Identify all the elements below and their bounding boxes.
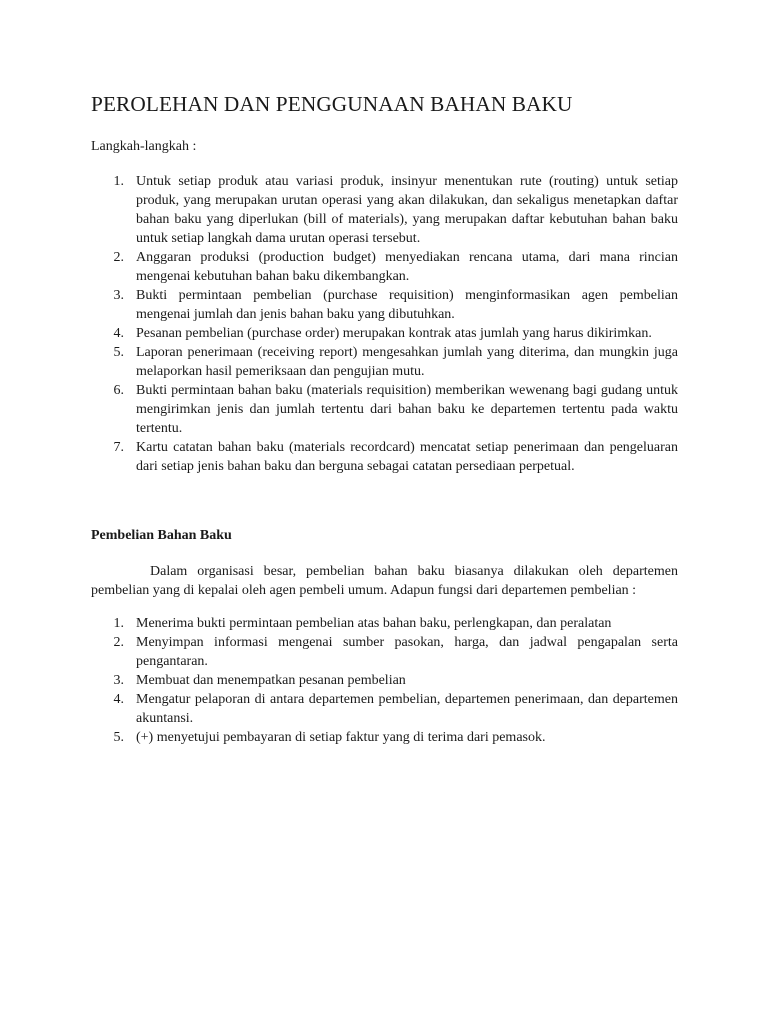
list-text: (+) menyetujui pembayaran di setiap faktur yang di terima dari pemasok. bbox=[136, 730, 546, 746]
list-item bbox=[91, 728, 678, 747]
list-number: 1. bbox=[113, 616, 124, 632]
list-text: Kartu catatan bahan baku (materials recordcard) mencatat setiap penerimaan dan pengeluaran dari setiap jenis bahan baku dan berguna sebagai catatan persediaan perpetual. bbox=[136, 440, 678, 475]
list-text: Bukti permintaan pembelian (purchase requisition) menginformasikan agen pembelian mengenai jumlah dan jenis bahan baku yang dibutuhkan. bbox=[136, 288, 678, 323]
list-item bbox=[91, 614, 678, 633]
list-number: 5. bbox=[113, 345, 124, 361]
list-text: Mengatur pelaporan di antara departemen pembelian, departemen penerimaan, dan departemen akuntansi. bbox=[136, 692, 678, 727]
list-number: 7. bbox=[113, 440, 124, 456]
list-item bbox=[91, 286, 678, 324]
list-number: 1. bbox=[113, 174, 124, 190]
list-text: Laporan penerimaan (receiving report) mengesahkan jumlah yang diterima, dan mungkin juga melaporkan hasil pemeriksaan dan pengujian mutu. bbox=[136, 345, 678, 380]
list-text: Menyimpan informasi mengenai sumber pasokan, harga, dan jadwal pengapalan serta pengantaran. bbox=[136, 635, 678, 670]
list-item bbox=[91, 633, 678, 671]
steps-list bbox=[91, 172, 678, 476]
list-item bbox=[91, 324, 678, 343]
list-text: Pesanan pembelian (purchase order) merupakan kontrak atas jumlah yang harus dikirimkan. bbox=[136, 326, 652, 342]
list-number: 2. bbox=[113, 635, 124, 651]
steps-intro: Langkah-langkah : bbox=[91, 139, 197, 155]
list-number: 6. bbox=[113, 383, 124, 399]
section-heading: Pembelian Bahan Baku bbox=[91, 528, 232, 544]
functions-list bbox=[91, 614, 678, 747]
list-item bbox=[91, 343, 678, 381]
list-text: Menerima bukti permintaan pembelian atas bahan baku, perlengkapan, dan peralatan bbox=[136, 616, 612, 632]
list-text: Untuk setiap produk atau variasi produk, insinyur menentukan rute (routing) untuk setiap produk, yang merupakan urutan operasi yang akan dilakukan, dan sekaligus menetapkan daftar bahan baku yang diperlukan (bill of materials), yang merupakan daftar kebutuhan bahan baku untuk setiap langkah dama urutan operasi tersebut. bbox=[136, 174, 678, 247]
list-item bbox=[91, 381, 678, 438]
list-number: 3. bbox=[113, 288, 124, 304]
list-text: Membuat dan menempatkan pesanan pembelian bbox=[136, 673, 406, 689]
list-item bbox=[91, 671, 678, 690]
list-item bbox=[91, 172, 678, 248]
list-number: 5. bbox=[113, 730, 124, 746]
list-text: Anggaran produksi (production budget) menyediakan rencana utama, dari mana rincian mengenai kebutuhan bahan baku dikembangkan. bbox=[136, 250, 678, 285]
list-number: 4. bbox=[113, 326, 124, 342]
section-paragraph: Dalam organisasi besar, pembelian bahan baku biasanya dilakukan oleh departemen pembelian yang di kepalai oleh agen pembeli umum. Adapun fungsi dari departemen pembelian : bbox=[91, 564, 678, 599]
list-number: 2. bbox=[113, 250, 124, 266]
list-item bbox=[91, 438, 678, 476]
list-number: 4. bbox=[113, 692, 124, 708]
list-number: 3. bbox=[113, 673, 124, 689]
list-item bbox=[91, 248, 678, 286]
list-text: Bukti permintaan bahan baku (materials requisition) memberikan wewenang bagi gudang untuk mengirimkan jenis dan jumlah tertentu dari bahan baku ke departemen tertentu pada waktu tertentu. bbox=[136, 383, 678, 437]
list-item bbox=[91, 690, 678, 728]
document-title: PEROLEHAN DAN PENGGUNAAN BAHAN BAKU bbox=[91, 92, 573, 116]
